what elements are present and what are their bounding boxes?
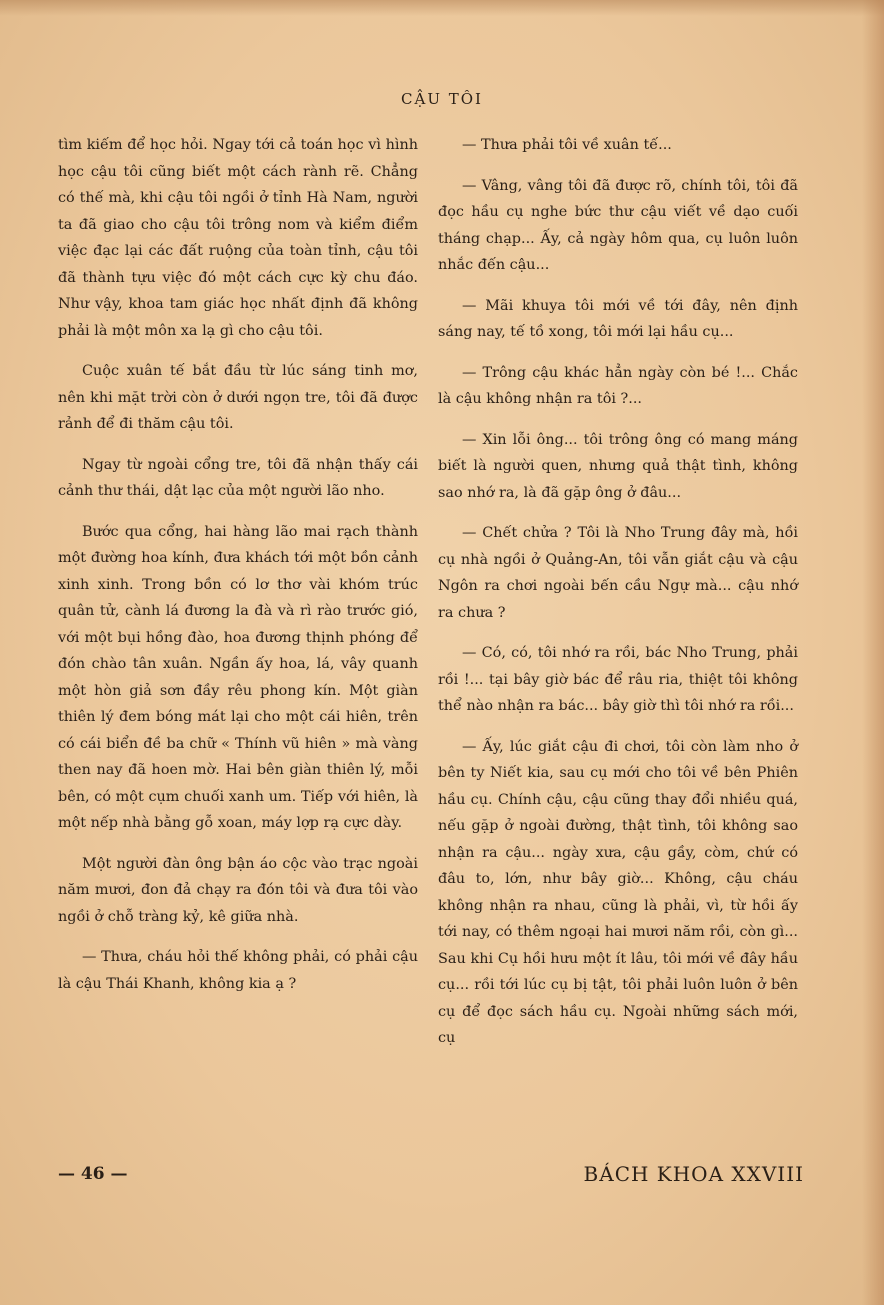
page-edge-shadow-top <box>0 0 884 16</box>
paragraph: Ngay từ ngoài cổng tre, tôi đã nhận thấy cái cảnh thư thái, dật lạc của một người lão nho. <box>58 456 418 499</box>
paragraph: — Trông cậu khác hẳn ngày còn bé !... Chắc là cậu không nhận ra tôi ?... <box>438 364 798 407</box>
paragraph: Bước qua cổng, hai hàng lão mai rạch thành một đường hoa kính, đưa khách tới một bồn cảnh xinh xinh. Trong bồn có lơ thơ vài khóm trúc quân tử, cành lá đương la đà và rì rào trước gió, với một bụi hồng đào, hoa đương thịnh phóng để đón chào tân xuân. Ngần ấy hoa, lá, vây quanh một hòn giả sơn đầy rêu phong kín. Một giàn thiên lý đem bóng mát lại cho một cái hiên, trên có cái biển đề ba chữ « Thính vũ hiên » mà vàng then nay đã hoen mờ. Hai bên giàn thiên lý, mỗi bên, có một cụm chuối xanh um. Tiếp với hiên, là một nếp nhà bằng gỗ xoan, máy lợp rạ cực dày. <box>58 523 418 831</box>
paragraph: — Thưa phải tôi về xuân tế... <box>462 137 672 153</box>
paragraph: — Chết chửa ? Tôi là Nho Trung đây mà, hồi cụ nhà ngồi ở Quảng-An, tôi vẫn giắt cậu và cậu Ngôn ra chơi ngoài bến cầu Ngự mà... cậu nhớ ra chưa ? <box>438 525 798 621</box>
paragraph: — Mãi khuya tôi mới về tới đây, nên định sáng nay, tế tồ xong, tôi mới lại hầu cụ... <box>438 297 798 340</box>
paragraph: — Ấy, lúc giắt cậu đi chơi, tôi còn làm nho ở bên ty Niết kia, sau cụ mới cho tôi về bên Phiên hầu cụ. Chính cậu, cậu cũng thay đổi nhiều quá, nếu gặp ở ngoài đường, thật tình, tôi không sao nhận ra cậu... ngày xưa, cậu gầy, còm, chứ có đâu to, lớn, như bây giờ... Không, cậu cháu không nhận ra nhau, cũng là phải, vì, từ hồi ấy tới nay, có thêm ngoại hai mươi năm rồi, còn gì... Sau khi Cụ hồi hưu một ít lâu, tôi mới về đây hầu cụ... rồi tới lúc cụ bị tật, tôi phải luôn luôn ở bên cụ để đọc sách hầu cụ. Ngoài những sách mới, cụ <box>438 738 798 1046</box>
paragraph: — Xin lỗi ông... tôi trông ông có mang máng biết là người quen, nhưng quả thật tình, không sao nhớ ra, là đã gặp ông ở đâu... <box>438 431 798 501</box>
paragraph: Một người đàn ông bận áo cộc vào trạc ngoài năm mươi, đon đả chạy ra đón tôi và đưa tôi vào ngồi ở chỗ tràng kỷ, kê giữa nhà. <box>58 855 418 925</box>
publication-title: BÁCH KHOA XXVIII <box>583 1162 804 1186</box>
paragraph: Cuộc xuân tế bắt đầu từ lúc sáng tinh mơ, nên khi mặt trời còn ở dưới ngọn tre, tôi đã được rảnh để đi thăm cậu tôi. <box>58 363 418 432</box>
paragraph: — Vâng, vâng tôi đã được rõ, chính tôi, tôi đã đọc hầu cụ nghe bức thư cậu viết về dạo cuối tháng chạp... Ấy, cả ngày hôm qua, cụ luôn luôn nhắc đến cậu... <box>438 177 798 273</box>
paragraph: tìm kiếm để học hỏi. Ngay tới cả toán học vì hình học cậu tôi cũng biết một cách rành rẽ. Chẳng có thế mà, khi cậu tôi ngồi ở tỉnh Hà Nam, người ta đã giao cho cậu tôi trông nom và kiểm điểm việc đạc lại các đất ruộng của toàn tỉnh, cậu tôi đã thành tựu việc đó một cách cực kỳ chu đáo. Như vậy, khoa tam giác học nhất định đã không phải là một môn xa lạ gì cho cậu tôi. <box>58 137 418 339</box>
page-number: — 46 — <box>58 1164 128 1184</box>
page-edge-shadow-right <box>862 0 884 1305</box>
paragraph: — Có, có, tôi nhớ ra rồi, bác Nho Trung, phải rồi !... tại bây giờ bác để râu ria, thiệt tôi không thể nào nhận ra bác... bây giờ thì tôi nhớ ra rồi... <box>438 645 798 714</box>
left-column <box>58 132 418 1011</box>
paragraph: — Thưa, cháu hỏi thế không phải, có phải cậu là cậu Thái Khanh, không kia ạ ? <box>58 949 418 992</box>
running-header: CẬU TÔI <box>401 90 483 108</box>
right-column <box>438 132 798 1066</box>
